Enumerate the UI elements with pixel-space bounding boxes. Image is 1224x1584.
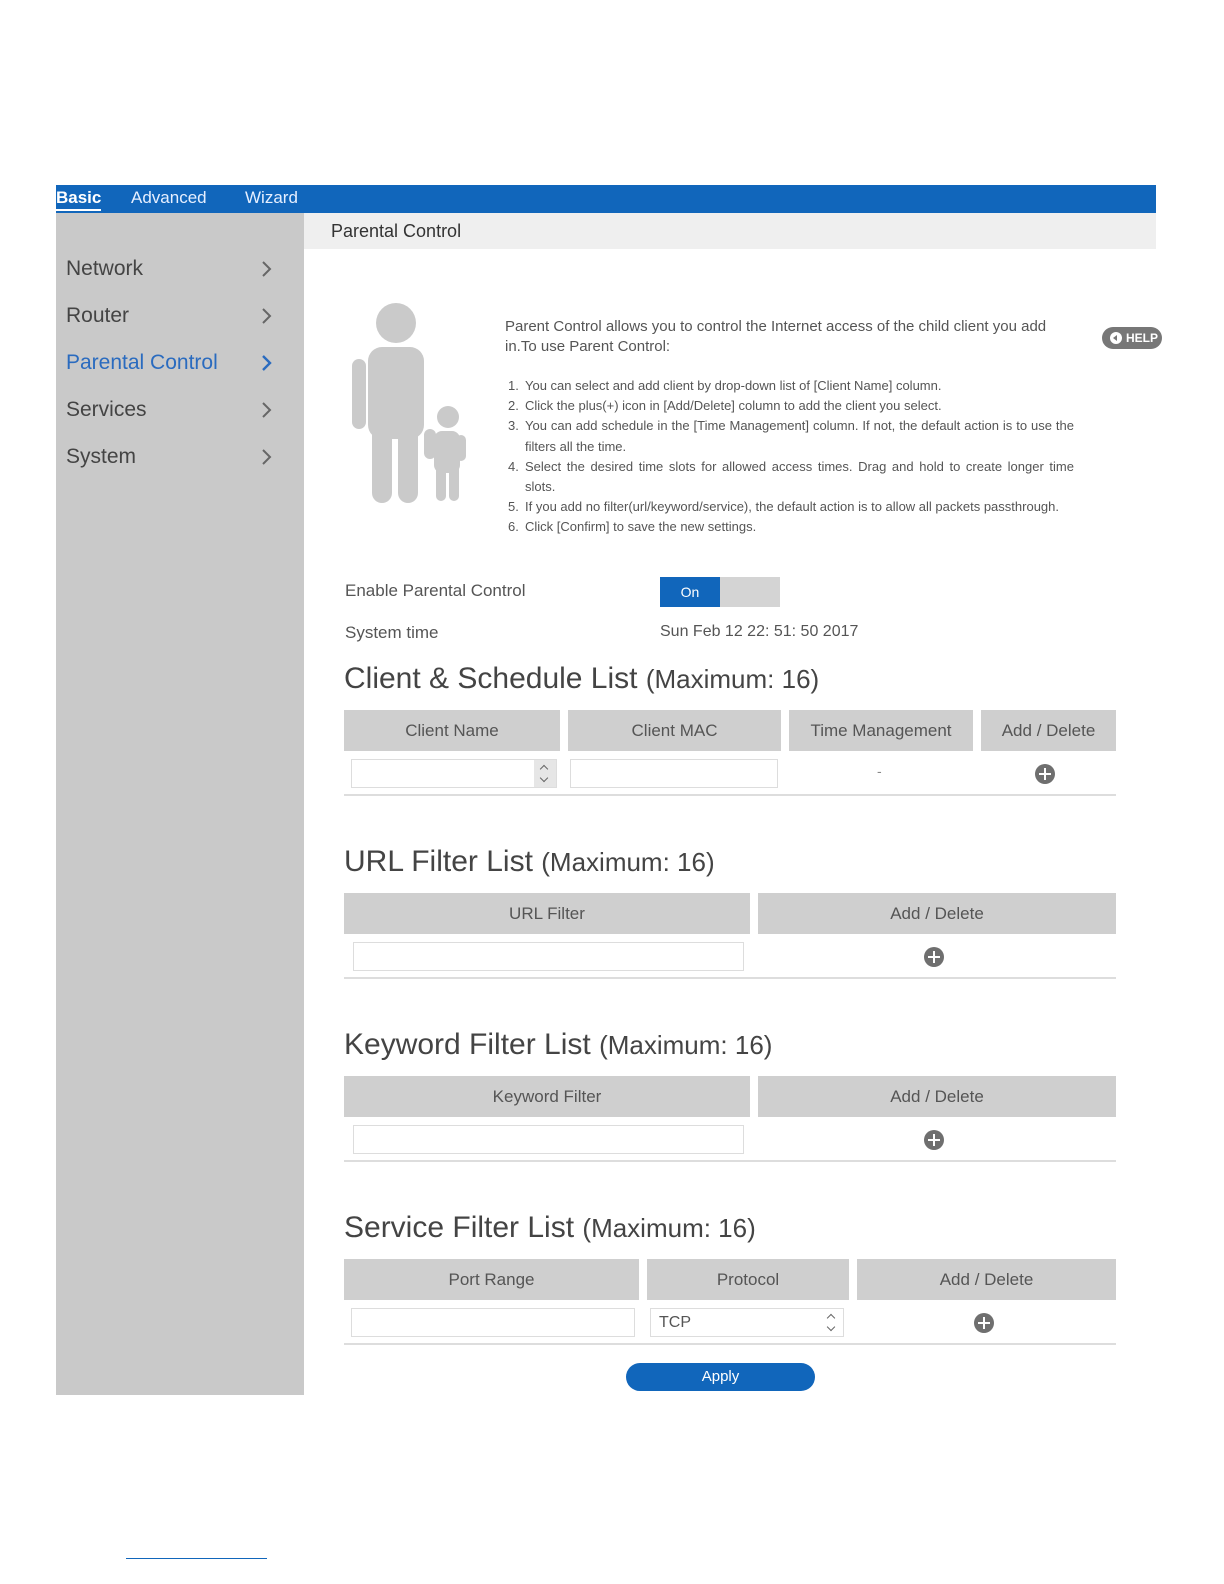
keyword-filter-list-title [344, 1028, 772, 1062]
url-filter-list-title [344, 845, 715, 879]
add-keyword-plus-icon[interactable] [924, 1130, 944, 1150]
main-content [304, 213, 1159, 1395]
tab-basic[interactable]: Basic [56, 187, 101, 211]
section-title-text: Service Filter List [344, 1211, 575, 1244]
time-management-value: - [877, 763, 882, 779]
section-max-text: (Maximum: 16) [582, 1213, 756, 1243]
select-arrows-icon [821, 1309, 843, 1336]
enable-parental-control-label: Enable Parental Control [345, 581, 526, 600]
sidebar-item-label: Network [66, 257, 144, 280]
help-label: HELP [1126, 331, 1159, 345]
add-client-plus-icon[interactable] [1035, 764, 1055, 784]
instruction-step [508, 376, 1074, 396]
sidebar-item-system[interactable] [66, 439, 276, 475]
add-service-plus-icon[interactable] [974, 1313, 994, 1333]
page-title: Parental Control [331, 221, 462, 241]
top-nav-bar [56, 185, 1156, 213]
system-time-label: System time [345, 623, 439, 642]
header-keyword-filter: Keyword Filter [344, 1076, 750, 1117]
sidebar [56, 213, 304, 1395]
step-text: Select the desired time slots for allowed access times. Drag and hold to create longer time slots. [525, 458, 1074, 495]
section-title-text: Keyword Filter List [344, 1028, 591, 1061]
step-number: 2. [508, 398, 519, 414]
divider [344, 977, 1116, 979]
protocol-select[interactable] [650, 1308, 844, 1337]
instruction-step [508, 457, 1074, 497]
section-title-text: URL Filter List [344, 845, 533, 878]
section-max-text: (Maximum: 16) [541, 847, 715, 877]
step-text: Click [Confirm] to save the new settings. [525, 519, 757, 535]
step-text: Click the plus(+) icon in [Add/Delete] column to add the client you select. [525, 398, 942, 414]
keyword-filter-input[interactable] [353, 1125, 744, 1154]
sidebar-item-label: Router [66, 304, 130, 327]
step-text: You can add schedule in the [Time Management] column. If not, the default action is to use the filters all the time. [525, 418, 1074, 454]
header-add-delete: Add / Delete [758, 1076, 1116, 1117]
header-port-range: Port Range [344, 1259, 639, 1300]
toggle-on-label: On [660, 577, 720, 607]
chevron-right-icon [258, 398, 276, 422]
instruction-step [508, 416, 1074, 456]
step-number: 3. [508, 418, 519, 434]
header-add-delete: Add / Delete [758, 893, 1116, 934]
section-max-text: (Maximum: 16) [599, 1030, 773, 1060]
instruction-step [508, 497, 1074, 517]
chevron-right-icon [258, 304, 276, 328]
step-text: If you add no filter(url/keyword/service), the default action is to allow all packets passthrough. [525, 499, 1059, 515]
sidebar-item-network[interactable] [66, 251, 276, 287]
instruction-step [508, 517, 1074, 537]
instruction-steps [508, 376, 1074, 538]
header-add-delete: Add / Delete [857, 1259, 1116, 1300]
tab-wizard[interactable]: Wizard [245, 188, 298, 207]
page-header [304, 213, 1156, 249]
step-number: 5. [508, 499, 519, 515]
intro-text: Parent Control allows you to control the Internet access of the child client you add in.To use Parent Control: [505, 318, 1047, 355]
divider [344, 1343, 1116, 1345]
section-max-text: (Maximum: 16) [645, 664, 820, 694]
help-button[interactable] [1102, 327, 1162, 349]
chevron-right-icon [258, 257, 276, 281]
header-add-delete: Add / Delete [981, 710, 1116, 751]
step-number: 1. [508, 378, 519, 393]
select-arrows-icon [534, 760, 556, 787]
apply-button[interactable]: Apply [626, 1363, 815, 1391]
divider [344, 1160, 1116, 1162]
footnote-divider [126, 1558, 267, 1559]
header-protocol: Protocol [647, 1259, 849, 1300]
service-filter-list-title [344, 1211, 756, 1245]
section-title-text: Client & Schedule List [344, 662, 638, 695]
parent-child-icon [352, 303, 470, 503]
client-mac-input[interactable] [570, 759, 778, 788]
sidebar-item-services[interactable] [66, 392, 276, 428]
step-number: 4. [508, 458, 519, 474]
divider [344, 794, 1116, 796]
step-number: 6. [508, 519, 519, 535]
client-name-select[interactable] [351, 759, 557, 788]
sidebar-item-label: System [66, 445, 137, 468]
url-filter-input[interactable] [353, 942, 744, 971]
router-admin-app [56, 185, 1159, 1395]
enable-parental-control-toggle[interactable] [660, 577, 780, 607]
header-client-mac: Client MAC [568, 710, 781, 751]
chevron-left-icon [1110, 332, 1122, 344]
header-client-name: Client Name [344, 710, 560, 751]
chevron-right-icon [258, 445, 276, 469]
step-text: You can select and add client by drop-down list of [Client Name] column. [525, 378, 942, 393]
chevron-right-icon [258, 351, 276, 375]
tab-advanced[interactable]: Advanced [131, 188, 207, 207]
header-time-management: Time Management [789, 710, 973, 751]
system-time-value: Sun Feb 12 22: 51: 50 2017 [660, 623, 859, 640]
sidebar-item-label: Services [66, 398, 147, 421]
instruction-step [508, 396, 1074, 416]
protocol-value: TCP [659, 1314, 691, 1331]
sidebar-item-label: Parental Control [66, 351, 218, 374]
header-url-filter: URL Filter [344, 893, 750, 934]
client-schedule-list-title [344, 662, 819, 696]
add-url-plus-icon[interactable] [924, 947, 944, 967]
sidebar-item-router[interactable] [66, 298, 276, 334]
port-range-input[interactable] [351, 1308, 635, 1337]
sidebar-item-parental-control[interactable] [66, 345, 276, 381]
